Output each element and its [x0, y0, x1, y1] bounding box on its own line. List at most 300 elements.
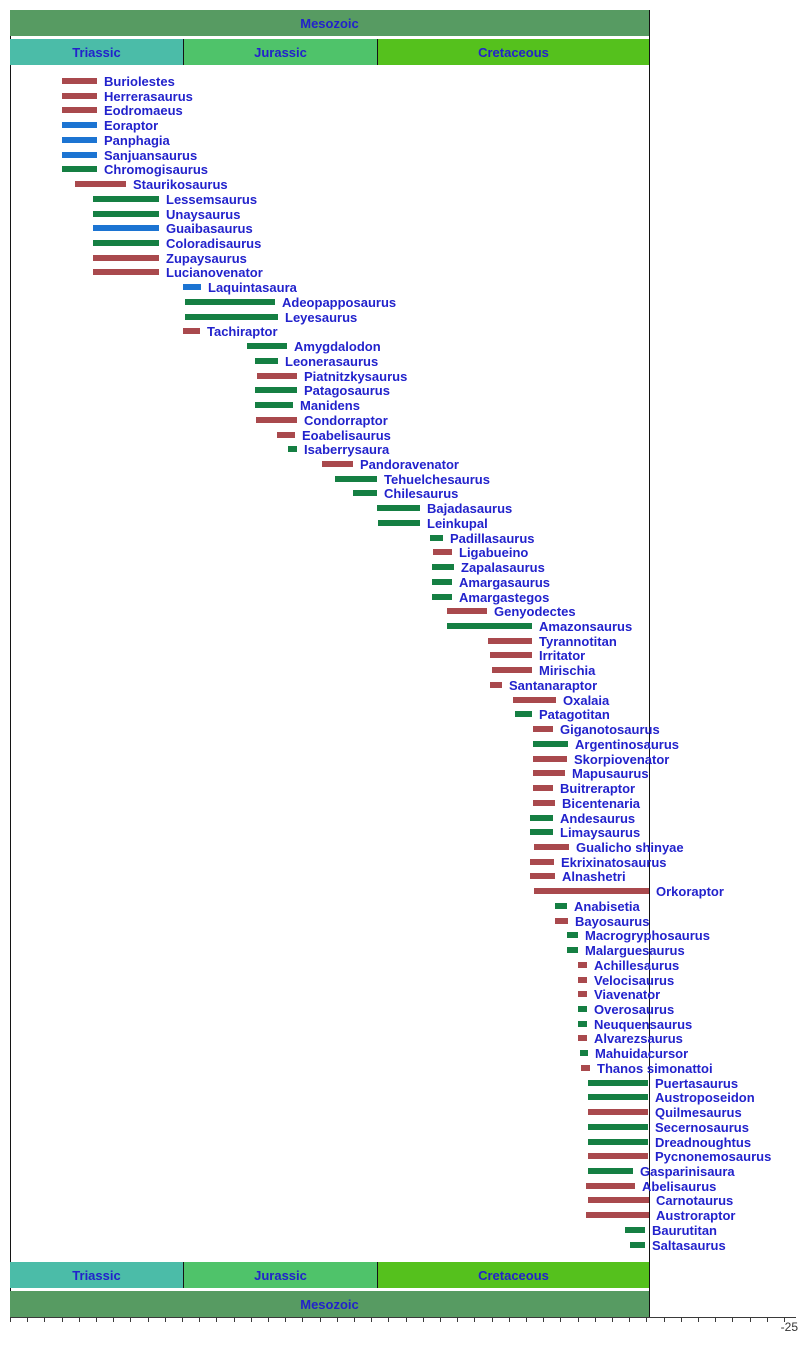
taxon-range-bar [588, 1094, 648, 1100]
taxon-range-bar [567, 932, 578, 938]
taxon-range-bar [555, 918, 568, 924]
taxon-row [0, 1046, 800, 1061]
taxon-row [0, 634, 800, 649]
taxon-range-bar [555, 903, 567, 909]
taxon-label: Leyesaurus [285, 309, 358, 325]
taxon-row [0, 678, 800, 693]
taxon-label: Zupaysaurus [166, 250, 247, 266]
taxon-row [0, 825, 800, 840]
taxon-range-bar [247, 343, 287, 349]
taxon-label: Unaysaurus [166, 206, 241, 222]
axis-tick [79, 1318, 80, 1322]
taxon-range-bar [255, 387, 297, 393]
taxon-range-bar [530, 859, 554, 865]
axis-tick [578, 1318, 579, 1322]
taxon-range-bar [533, 770, 565, 776]
taxon-range-bar [578, 977, 587, 983]
taxon-row [0, 207, 800, 222]
taxon-row [0, 766, 800, 781]
taxon-row [0, 1031, 800, 1046]
period-label-jurassic-top: Jurassic [254, 44, 307, 60]
period-cretaceous-bottom [377, 1262, 649, 1288]
taxon-row [0, 752, 800, 767]
taxon-label: Bicentenaria [562, 795, 641, 811]
taxon-label: Amygdalodon [294, 339, 381, 355]
taxon-row [0, 295, 800, 310]
taxon-range-bar [534, 888, 649, 894]
taxon-row [0, 1164, 800, 1179]
taxon-row [0, 369, 800, 384]
taxon-range-bar [588, 1139, 648, 1145]
taxon-range-bar [578, 1035, 587, 1041]
taxon-label: Limaysaurus [560, 825, 641, 841]
taxon-label: Manidens [300, 398, 360, 414]
taxon-row [0, 1135, 800, 1150]
taxon-range-bar [490, 652, 532, 658]
taxon-label: Eoabelisaurus [302, 427, 391, 443]
taxon-label: Macrogryphosaurus [585, 928, 710, 944]
taxon-row [0, 1061, 800, 1076]
taxon-row [0, 472, 800, 487]
taxon-row [0, 221, 800, 236]
taxon-range-bar [183, 328, 200, 334]
taxon-label: Carnotaurus [656, 1193, 734, 1209]
taxon-row [0, 486, 800, 501]
taxon-row [0, 648, 800, 663]
taxon-row [0, 280, 800, 295]
period-label-cretaceous-bottom: Cretaceous [478, 1267, 549, 1283]
era-bar-bottom [10, 1291, 649, 1317]
axis-tick [96, 1318, 97, 1322]
taxon-label: Mirischia [539, 663, 596, 679]
taxon-range-bar [256, 417, 297, 423]
taxon-row [0, 781, 800, 796]
axis-tick [612, 1318, 613, 1322]
taxon-label: Orkoraptor [656, 884, 724, 900]
taxon-row [0, 884, 800, 899]
taxon-range-bar [581, 1065, 590, 1071]
taxon-range-bar [257, 373, 297, 379]
taxon-range-bar [255, 402, 293, 408]
taxon-label: Santanaraptor [509, 677, 598, 693]
taxon-range-bar [185, 299, 275, 305]
axis-tick [509, 1318, 510, 1322]
taxon-row [0, 457, 800, 472]
taxon-range-bar [588, 1124, 648, 1130]
axis-tick [474, 1318, 475, 1322]
taxon-range-bar [447, 623, 532, 629]
taxon-row [0, 1090, 800, 1105]
axis-end-label: -25 [780, 1320, 798, 1334]
taxon-range-bar [255, 358, 278, 364]
axis-tick [182, 1318, 183, 1322]
taxon-label: Staurikosaurus [133, 177, 228, 193]
taxon-label: Guaibasaurus [166, 221, 253, 237]
taxon-range-bar [588, 1080, 648, 1086]
taxon-label: Lucianovenator [166, 265, 263, 281]
taxon-label: Genyodectes [494, 604, 576, 620]
axis-tick [285, 1318, 286, 1322]
axis-tick [767, 1318, 768, 1322]
taxon-row [0, 192, 800, 207]
taxon-label: Tachiraptor [207, 324, 278, 340]
taxon-row [0, 1120, 800, 1135]
taxon-label: Puertasaurus [655, 1075, 739, 1091]
taxon-label: Baurutitan [652, 1222, 717, 1238]
taxon-range-bar [625, 1227, 645, 1233]
taxon-range-bar [513, 697, 556, 703]
taxon-row [0, 855, 800, 870]
taxon-label: Amargasaurus [459, 574, 551, 590]
axis-tick [423, 1318, 424, 1322]
taxon-range-bar [578, 1021, 587, 1027]
taxon-row [0, 1238, 800, 1253]
taxon-label: Secernosaurus [655, 1119, 749, 1135]
taxon-label: Tehuelchesaurus [384, 471, 490, 487]
taxon-row [0, 413, 800, 428]
taxon-row [0, 516, 800, 531]
taxon-row [0, 265, 800, 280]
taxon-range-bar [578, 962, 587, 968]
taxon-range-bar [62, 107, 97, 113]
taxon-range-bar [62, 78, 97, 84]
axis-tick [320, 1318, 321, 1322]
axis-tick [148, 1318, 149, 1322]
taxon-label: Achillesaurus [594, 957, 680, 973]
taxon-range-bar [378, 520, 420, 526]
taxon-range-bar [62, 166, 97, 172]
taxon-range-bar [533, 785, 553, 791]
taxon-label: Leonerasaurus [285, 353, 379, 369]
axis-tick [595, 1318, 596, 1322]
taxon-label: Chilesaurus [384, 486, 459, 502]
taxon-range-bar [62, 152, 97, 158]
taxon-row [0, 398, 800, 413]
taxon-range-bar [93, 196, 159, 202]
taxon-range-bar [588, 1168, 633, 1174]
taxon-range-bar [578, 1006, 587, 1012]
taxon-row [0, 928, 800, 943]
taxon-row [0, 339, 800, 354]
time-axis-line [10, 1317, 796, 1318]
taxon-label: Ligabueino [459, 545, 529, 561]
taxon-range-bar [588, 1109, 648, 1115]
taxon-range-bar [377, 505, 420, 511]
taxon-label: Coloradisaurus [166, 236, 262, 252]
taxon-label: Thanos simonattoi [597, 1060, 713, 1076]
axis-tick [268, 1318, 269, 1322]
taxon-range-bar [533, 726, 553, 732]
taxon-label: Skorpiovenator [574, 751, 670, 767]
taxon-label: Eodromaeus [104, 103, 183, 119]
taxon-row [0, 310, 800, 325]
axis-tick [62, 1318, 63, 1322]
taxon-label: Adeopapposaurus [282, 294, 397, 310]
taxon-range-bar [335, 476, 377, 482]
taxon-label: Zapalasaurus [461, 560, 545, 576]
axis-tick [681, 1318, 682, 1322]
taxon-label: Mapusaurus [572, 766, 649, 782]
taxon-label: Chromogisaurus [104, 162, 209, 178]
taxon-row [0, 545, 800, 560]
taxon-range-bar [533, 800, 555, 806]
taxon-row [0, 869, 800, 884]
taxon-range-bar [185, 314, 278, 320]
taxon-label: Anabisetia [574, 898, 640, 914]
taxon-row [0, 693, 800, 708]
taxon-range-bar [530, 873, 555, 879]
period-label-triassic-top: Triassic [72, 44, 121, 60]
taxon-label: Oxalaia [563, 692, 610, 708]
taxon-range-bar [322, 461, 353, 467]
taxon-label: Overosaurus [594, 1001, 675, 1017]
taxon-row [0, 973, 800, 988]
taxon-label: Buriolestes [104, 74, 175, 89]
taxon-row [0, 840, 800, 855]
taxon-label: Pycnonemosaurus [655, 1149, 772, 1165]
taxon-label: Bayosaurus [575, 913, 650, 929]
axis-tick [646, 1318, 647, 1322]
taxon-label: Austroraptor [656, 1208, 736, 1224]
axis-tick [629, 1318, 630, 1322]
taxon-row [0, 796, 800, 811]
axis-tick [560, 1318, 561, 1322]
taxon-range-bar [62, 93, 97, 99]
taxon-row [0, 899, 800, 914]
axis-tick [664, 1318, 665, 1322]
axis-tick [113, 1318, 114, 1322]
axis-tick [526, 1318, 527, 1322]
taxon-range-bar [62, 137, 97, 143]
taxon-row [0, 1017, 800, 1032]
taxon-row [0, 354, 800, 369]
taxon-label: Amazonsaurus [539, 619, 633, 634]
taxon-range-bar [533, 756, 567, 762]
taxon-row [0, 590, 800, 605]
taxon-row [0, 1208, 800, 1223]
taxon-row [0, 604, 800, 619]
taxon-row [0, 177, 800, 192]
taxon-label: Lessemsaurus [166, 191, 258, 207]
taxon-range-bar [432, 564, 454, 570]
axis-tick [371, 1318, 372, 1322]
taxon-label: Leinkupal [427, 515, 488, 531]
axis-tick [457, 1318, 458, 1322]
taxon-range-bar [488, 638, 532, 644]
taxon-range-bar [93, 225, 159, 231]
taxon-range-bar [430, 535, 443, 541]
taxon-row [0, 943, 800, 958]
taxon-label: Velocisaurus [594, 972, 675, 988]
taxon-row [0, 707, 800, 722]
taxon-label: Andesaurus [560, 810, 636, 826]
taxon-label: Laquintasaura [208, 280, 297, 296]
axis-tick [732, 1318, 733, 1322]
taxon-label: Neuquensaurus [594, 1016, 693, 1032]
taxon-label: Patagotitan [539, 707, 610, 723]
taxon-label: Gasparinisaura [640, 1164, 735, 1180]
taxon-row [0, 1223, 800, 1238]
axis-tick [44, 1318, 45, 1322]
axis-tick [354, 1318, 355, 1322]
period-jurassic-bottom [183, 1262, 377, 1288]
taxon-range-bar [75, 181, 126, 187]
axis-tick [302, 1318, 303, 1322]
taxon-label: Ekrixinatosaurus [561, 854, 667, 870]
taxon-label: Herrerasaurus [104, 88, 193, 104]
taxon-label: Tyrannotitan [539, 633, 617, 649]
taxon-label: Piatnitzkysaurus [304, 368, 408, 384]
axis-tick [388, 1318, 389, 1322]
taxon-row [0, 987, 800, 1002]
axis-tick [130, 1318, 131, 1322]
taxon-label: Giganotosaurus [560, 722, 660, 738]
taxon-row [0, 428, 800, 443]
taxon-range-bar [183, 284, 201, 290]
taxon-row [0, 442, 800, 457]
taxon-row [0, 103, 800, 118]
taxon-label: Viavenator [594, 987, 661, 1003]
taxon-label: Patagosaurus [304, 383, 390, 399]
taxon-row [0, 737, 800, 752]
taxon-label: Panphagia [104, 132, 170, 148]
period-triassic-bottom [10, 1262, 183, 1288]
taxon-range-bar [93, 255, 159, 261]
taxon-label: Eoraptor [104, 118, 159, 134]
taxon-row [0, 1105, 800, 1120]
taxon-range-bar [492, 667, 532, 673]
taxon-range-bar [630, 1242, 645, 1248]
taxon-label: Saltasaurus [652, 1237, 726, 1253]
axis-tick [406, 1318, 407, 1322]
taxon-label: Malarguesaurus [585, 943, 685, 959]
taxon-range-bar [62, 122, 97, 128]
taxon-row [0, 663, 800, 678]
taxon-row [0, 811, 800, 826]
taxon-label: Bajadasaurus [427, 501, 513, 517]
axis-tick [216, 1318, 217, 1322]
taxon-range-bar [433, 549, 452, 555]
taxon-range-bar [588, 1153, 648, 1159]
taxon-label: Alnashetri [562, 869, 626, 885]
taxon-row [0, 1076, 800, 1091]
taxon-label: Gualicho shinyae [576, 839, 684, 855]
axis-tick [10, 1318, 11, 1322]
taxon-range-bar [288, 446, 297, 452]
taxon-label: Sanjuansaurus [104, 147, 198, 163]
taxon-label: Abelisaurus [642, 1178, 717, 1194]
taxon-range-bar [578, 991, 587, 997]
taxon-label: Pandoravenator [360, 456, 459, 472]
taxon-row [0, 251, 800, 266]
taxon-range-bar [567, 947, 578, 953]
taxon-label: Quilmesaurus [655, 1105, 742, 1121]
taxon-label: Buitreraptor [560, 781, 636, 797]
taxon-row [0, 958, 800, 973]
taxon-range-bar [490, 682, 502, 688]
era-label-bottom: Mesozoic [300, 1296, 359, 1312]
taxon-row [0, 575, 800, 590]
taxon-range-bar [93, 211, 159, 217]
taxon-range-bar [530, 815, 553, 821]
axis-tick [234, 1318, 235, 1322]
taxon-label: Alvarezsaurus [594, 1031, 683, 1047]
taxon-row [0, 383, 800, 398]
axis-tick [698, 1318, 699, 1322]
taxon-label: Dreadnoughtus [655, 1134, 752, 1150]
taxon-range-bar [432, 594, 452, 600]
taxon-label: Austroposeidon [655, 1090, 755, 1106]
taxon-range-bar [580, 1050, 588, 1056]
axis-tick [492, 1318, 493, 1322]
taxon-label: Condorraptor [304, 412, 388, 428]
taxon-range-bar [447, 608, 487, 614]
period-row-bottom [10, 1262, 649, 1288]
taxon-range-bar [588, 1197, 649, 1203]
axis-tick [337, 1318, 338, 1322]
taxon-range-bar [515, 711, 532, 717]
period-label-cretaceous-top: Cretaceous [478, 44, 549, 60]
taxon-row [0, 118, 800, 133]
taxon-row [0, 1002, 800, 1017]
taxon-row [0, 1179, 800, 1194]
taxon-label: Argentinosaurus [575, 736, 680, 752]
taxon-row [0, 162, 800, 177]
axis-tick [543, 1318, 544, 1322]
taxon-label: Mahuidacursor [595, 1046, 689, 1062]
taxon-range-bar [586, 1183, 635, 1189]
taxon-row [0, 531, 800, 546]
period-label-triassic-bottom: Triassic [72, 1267, 121, 1283]
taxon-row [0, 722, 800, 737]
era-label-top: Mesozoic [300, 15, 359, 31]
axis-tick [165, 1318, 166, 1322]
taxon-range-bar [432, 579, 452, 585]
taxon-label: Isaberrysaura [304, 442, 390, 458]
taxon-row [0, 560, 800, 575]
taxon-label: Irritator [539, 648, 586, 664]
axis-tick [199, 1318, 200, 1322]
taxon-range-bar [586, 1212, 649, 1218]
taxon-range-bar [533, 741, 568, 747]
axis-tick [440, 1318, 441, 1322]
axis-tick [750, 1318, 751, 1322]
taxon-range-bar [534, 844, 569, 850]
taxon-range-bar [353, 490, 377, 496]
axis-tick [27, 1318, 28, 1322]
taxon-row [0, 501, 800, 516]
taxon-row [0, 133, 800, 148]
taxon-row [0, 324, 800, 339]
taxon-row [0, 236, 800, 251]
taxon-range-bar [277, 432, 295, 438]
taxon-row [0, 914, 800, 929]
taxon-range-bar [93, 240, 159, 246]
taxon-row [0, 148, 800, 163]
taxon-row [0, 619, 800, 634]
taxon-range-bar [93, 269, 159, 275]
axis-tick [715, 1318, 716, 1322]
period-label-jurassic-bottom: Jurassic [254, 1267, 307, 1283]
taxon-row [0, 89, 800, 104]
taxon-label: Padillasaurus [450, 530, 535, 546]
taxon-row [0, 74, 800, 89]
taxon-label: Amargastegos [459, 589, 550, 605]
taxon-row [0, 1193, 800, 1208]
axis-tick [251, 1318, 252, 1322]
taxon-row [0, 1149, 800, 1164]
taxon-range-bar [530, 829, 553, 835]
